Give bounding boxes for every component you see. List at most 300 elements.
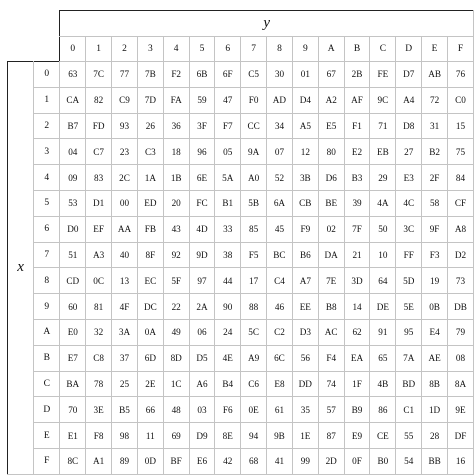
sbox-cell: 0A [137, 319, 163, 345]
table-row [8, 268, 474, 294]
sbox-cell: 73 [448, 268, 474, 294]
column-header: 1 [86, 37, 112, 62]
sbox-cell: E3 [396, 165, 422, 191]
sbox-cell: 94 [241, 423, 267, 449]
sbox-cell: 28 [422, 423, 448, 449]
sbox-cell: 5E [396, 294, 422, 320]
sbox-cell: 79 [448, 319, 474, 345]
sbox-cell: 83 [86, 165, 112, 191]
sbox-cell: 06 [189, 319, 215, 345]
sbox-cell: C5 [241, 62, 267, 88]
sbox-cell: 48 [163, 397, 189, 423]
sbox-cell: B4 [215, 371, 241, 397]
table-row [8, 87, 474, 113]
sbox-cell: 8D [163, 345, 189, 371]
sbox-cell: 76 [448, 62, 474, 88]
table-row [8, 242, 474, 268]
sbox-cell: 19 [422, 268, 448, 294]
sbox-cell: 42 [215, 448, 241, 474]
sbox-cell: D1 [86, 190, 112, 216]
sbox-cell: 57 [318, 397, 344, 423]
sbox-cell: 36 [163, 113, 189, 139]
x-axis-label: x [8, 62, 34, 475]
sbox-cell: C8 [86, 345, 112, 371]
sbox-cell: 2E [137, 371, 163, 397]
column-header: 4 [163, 37, 189, 62]
sbox-cell: 71 [370, 113, 396, 139]
sbox-cell: 47 [215, 87, 241, 113]
sbox-cell: 6A [267, 190, 293, 216]
sbox-cell: E1 [60, 423, 86, 449]
sbox-cell: C3 [137, 139, 163, 165]
sbox-cell: 12 [292, 139, 318, 165]
sbox-cell: 1A [137, 165, 163, 191]
sbox-cell: 38 [215, 242, 241, 268]
sbox-cell: B6 [292, 242, 318, 268]
sbox-cell: B2 [422, 139, 448, 165]
sbox-cell: 3C [396, 216, 422, 242]
sbox-cell: 7C [86, 62, 112, 88]
sbox-cell: EB [370, 139, 396, 165]
column-header: 9 [292, 37, 318, 62]
sbox-cell: 15 [448, 113, 474, 139]
sbox-cell: D7 [396, 62, 422, 88]
sbox-cell: D9 [189, 423, 215, 449]
sbox-cell: 4C [396, 190, 422, 216]
sbox-cell: F5 [241, 242, 267, 268]
sbox-cell: FD [86, 113, 112, 139]
sbox-cell: C1 [396, 397, 422, 423]
column-header: D [396, 37, 422, 62]
row-header: 8 [34, 268, 60, 294]
y-axis-row [8, 11, 474, 37]
sbox-cell: 7E [318, 268, 344, 294]
sbox-cell: DA [318, 242, 344, 268]
sbox-cell: 9C [370, 87, 396, 113]
sbox-cell: 0F [344, 448, 370, 474]
sbox-cell: AF [344, 87, 370, 113]
sbox-cell: BD [396, 371, 422, 397]
row-header: 0 [34, 62, 60, 88]
sbox-cell: 46 [267, 294, 293, 320]
sbox-cell: 60 [60, 294, 86, 320]
table-row [8, 371, 474, 397]
row-header: 2 [34, 113, 60, 139]
sbox-cell: 27 [396, 139, 422, 165]
sbox-cell: D5 [189, 345, 215, 371]
sbox-cell: 75 [448, 139, 474, 165]
sbox-cell: D6 [318, 165, 344, 191]
table-row [8, 294, 474, 320]
sbox-cell: 16 [448, 448, 474, 474]
sbox-cell: D3 [292, 319, 318, 345]
row-header: 4 [34, 165, 60, 191]
sbox-cell: DF [448, 423, 474, 449]
sbox-cell: 4F [112, 294, 138, 320]
sbox-cell: 63 [60, 62, 86, 88]
column-header: 2 [112, 37, 138, 62]
corner-blank [34, 37, 60, 62]
column-header: 6 [215, 37, 241, 62]
sbox-cell: 8B [422, 371, 448, 397]
sbox-cell: 4D [189, 216, 215, 242]
sbox-cell: A3 [86, 242, 112, 268]
sbox-cell: C6 [241, 371, 267, 397]
sbox-cell: 21 [344, 242, 370, 268]
sbox-cell: 58 [422, 190, 448, 216]
sbox-cell: 9D [189, 242, 215, 268]
sbox-cell: 3E [86, 397, 112, 423]
sbox-cell: 2D [318, 448, 344, 474]
sbox-cell: 5B [241, 190, 267, 216]
table-row [8, 423, 474, 449]
sbox-cell: FC [189, 190, 215, 216]
sbox-cell: 01 [292, 62, 318, 88]
sbox-cell: BA [60, 371, 86, 397]
column-header: 3 [137, 37, 163, 62]
sbox-cell: BC [267, 242, 293, 268]
sbox-cell: 3A [112, 319, 138, 345]
column-header: 8 [267, 37, 293, 62]
sbox-cell: 70 [60, 397, 86, 423]
sbox-cell: 8E [215, 423, 241, 449]
sbox-cell: 53 [60, 190, 86, 216]
row-header: B [34, 345, 60, 371]
sbox-cell: 99 [292, 448, 318, 474]
sbox-cell: 1E [292, 423, 318, 449]
sbox-cell: 3B [292, 165, 318, 191]
sbox-cell: A6 [189, 371, 215, 397]
sbox-cell: C0 [448, 87, 474, 113]
sbox-cell: E7 [60, 345, 86, 371]
sbox-cell: 91 [370, 319, 396, 345]
sbox-cell: 08 [448, 345, 474, 371]
table-row [8, 165, 474, 191]
table-row [8, 345, 474, 371]
sbox-cell: 4A [370, 190, 396, 216]
sbox-cell: 6C [267, 345, 293, 371]
sbox-cell: 2A [189, 294, 215, 320]
table-row [8, 319, 474, 345]
sbox-cell: A7 [292, 268, 318, 294]
sbox-cell: 62 [344, 319, 370, 345]
table-row [8, 397, 474, 423]
sbox-cell: 8F [137, 242, 163, 268]
sbox-cell: 5A [215, 165, 241, 191]
row-header: 9 [34, 294, 60, 320]
sbox-cell: 9B [267, 423, 293, 449]
sbox-cell: 02 [318, 216, 344, 242]
sbox-cell: A0 [241, 165, 267, 191]
sbox-cell: 7A [396, 345, 422, 371]
row-header: D [34, 397, 60, 423]
sbox-cell: B8 [318, 294, 344, 320]
sbox-cell: 45 [267, 216, 293, 242]
sbox-cell: 43 [163, 216, 189, 242]
table-body [8, 62, 474, 475]
sbox-cell: 41 [267, 448, 293, 474]
sbox-cell: 56 [292, 345, 318, 371]
sbox-cell: 59 [189, 87, 215, 113]
sbox-cell: 7F [344, 216, 370, 242]
sbox-cell: 4B [370, 371, 396, 397]
sbox-cell: 34 [267, 113, 293, 139]
sbox-cell: 86 [370, 397, 396, 423]
sbox-cell: 9F [422, 216, 448, 242]
sbox-cell: 10 [370, 242, 396, 268]
column-header: B [344, 37, 370, 62]
sbox-cell: 96 [189, 139, 215, 165]
sbox-cell: 6F [215, 62, 241, 88]
sbox-cell: F2 [163, 62, 189, 88]
sbox-cell: 37 [112, 345, 138, 371]
column-header: 0 [60, 37, 86, 62]
sbox-cell: 32 [86, 319, 112, 345]
sbox-cell: 9A [241, 139, 267, 165]
sbox-cell: CC [241, 113, 267, 139]
sbox-cell: 5C [241, 319, 267, 345]
sbox-cell: 40 [112, 242, 138, 268]
sbox-cell: B0 [370, 448, 396, 474]
sbox-cell: 80 [318, 139, 344, 165]
sbox-cell: BE [318, 190, 344, 216]
column-header: C [370, 37, 396, 62]
sbox-cell: 07 [267, 139, 293, 165]
row-header: 1 [34, 87, 60, 113]
sbox-cell: D2 [448, 242, 474, 268]
sbox-cell: CF [448, 190, 474, 216]
row-header: A [34, 319, 60, 345]
sbox-cell: 9E [448, 397, 474, 423]
sbox-cell: 90 [215, 294, 241, 320]
sbox-cell: 39 [344, 190, 370, 216]
sbox-cell: 25 [112, 371, 138, 397]
sbox-cell: 0B [422, 294, 448, 320]
sbox-cell: 52 [267, 165, 293, 191]
sbox-cell: A5 [292, 113, 318, 139]
sbox-cell: 54 [396, 448, 422, 474]
table-row [8, 113, 474, 139]
sbox-cell: AC [318, 319, 344, 345]
sbox-cell: AE [422, 345, 448, 371]
sbox-cell: CA [60, 87, 86, 113]
sbox-cell: D4 [292, 87, 318, 113]
sbox-cell: C9 [112, 87, 138, 113]
sbox-cell: E5 [318, 113, 344, 139]
sbox-cell: 97 [189, 268, 215, 294]
sbox-cell: 5D [396, 268, 422, 294]
sbox-cell: 77 [112, 62, 138, 88]
sbox-cell: AB [422, 62, 448, 88]
column-header: E [422, 37, 448, 62]
sbox-cell: 18 [163, 139, 189, 165]
sbox-cell: E8 [267, 371, 293, 397]
sbox-cell: 5F [163, 268, 189, 294]
sbox-cell: CD [60, 268, 86, 294]
sbox-cell: 26 [137, 113, 163, 139]
sbox-cell: 6B [189, 62, 215, 88]
sbox-cell: 2F [422, 165, 448, 191]
sbox-cell: FA [163, 87, 189, 113]
column-header: A [318, 37, 344, 62]
sbox-cell: E6 [189, 448, 215, 474]
sbox-cell: B1 [215, 190, 241, 216]
sbox-cell: 4E [215, 345, 241, 371]
sbox-cell: EA [344, 345, 370, 371]
sbox-cell: F9 [292, 216, 318, 242]
sbox-cell: CE [370, 423, 396, 449]
sbox-cell: 89 [112, 448, 138, 474]
sbox-cell: 6D [137, 345, 163, 371]
sbox-cell: E9 [344, 423, 370, 449]
sbox-cell: 1F [344, 371, 370, 397]
corner-blank [8, 37, 34, 62]
sbox-cell: 61 [267, 397, 293, 423]
sbox-cell: AD [267, 87, 293, 113]
sbox-cell: 98 [112, 423, 138, 449]
sbox-cell: B7 [60, 113, 86, 139]
sbox-cell: DD [292, 371, 318, 397]
sbox-cell: 55 [396, 423, 422, 449]
sbox-cell: 24 [215, 319, 241, 345]
sbox-cell: 95 [396, 319, 422, 345]
sbox-cell: 09 [60, 165, 86, 191]
row-header: 7 [34, 242, 60, 268]
column-header: 5 [189, 37, 215, 62]
sbox-cell: 22 [163, 294, 189, 320]
sbox-cell: FF [396, 242, 422, 268]
sbox-cell: E0 [60, 319, 86, 345]
corner-blank [34, 11, 60, 37]
sbox-cell: 74 [318, 371, 344, 397]
sbox-cell: 0C [86, 268, 112, 294]
sbox-cell: 67 [318, 62, 344, 88]
sbox-cell: 17 [241, 268, 267, 294]
sbox-cell: 1D [422, 397, 448, 423]
sbox-cell: 3F [189, 113, 215, 139]
sbox-cell: 88 [241, 294, 267, 320]
sbox-cell: F0 [241, 87, 267, 113]
sbox-cell: DC [137, 294, 163, 320]
sbox-cell: 93 [112, 113, 138, 139]
column-header: 7 [241, 37, 267, 62]
sbox-cell: 05 [215, 139, 241, 165]
column-header: F [448, 37, 474, 62]
sbox-cell: 51 [60, 242, 86, 268]
sbox-cell: BF [163, 448, 189, 474]
sbox-cell: 14 [344, 294, 370, 320]
sbox-cell: A2 [318, 87, 344, 113]
sbox-cell: 82 [86, 87, 112, 113]
sbox-cell: 1C [163, 371, 189, 397]
sbox-cell: 03 [189, 397, 215, 423]
sbox-cell: F7 [215, 113, 241, 139]
table-row [8, 190, 474, 216]
sbox-cell: D0 [60, 216, 86, 242]
sbox-cell: E4 [422, 319, 448, 345]
sbox-cell: 35 [292, 397, 318, 423]
sbox-cell: F4 [318, 345, 344, 371]
sbox-cell: 78 [86, 371, 112, 397]
sbox-cell: 85 [241, 216, 267, 242]
sbox-cell: A8 [448, 216, 474, 242]
sbox-cell: 66 [137, 397, 163, 423]
sbox-cell: 13 [112, 268, 138, 294]
sbox-cell: 81 [86, 294, 112, 320]
sbox-cell: 30 [267, 62, 293, 88]
sbox-cell: 87 [318, 423, 344, 449]
sbox-cell: 8A [448, 371, 474, 397]
sbox-cell: 68 [241, 448, 267, 474]
sbox-cell: C7 [86, 139, 112, 165]
sbox-cell: F6 [215, 397, 241, 423]
sbox-cell: A1 [86, 448, 112, 474]
sbox-cell: 29 [370, 165, 396, 191]
sbox-cell: CB [292, 190, 318, 216]
sbox-cell: 92 [163, 242, 189, 268]
sbox-cell: F8 [86, 423, 112, 449]
table-row [8, 139, 474, 165]
sbox-cell: 8C [60, 448, 86, 474]
sbox-cell: 1B [163, 165, 189, 191]
sbox-cell: 3D [344, 268, 370, 294]
sbox-cell: 31 [422, 113, 448, 139]
sbox-cell: E2 [344, 139, 370, 165]
table-row [8, 62, 474, 88]
sbox-cell: 11 [137, 423, 163, 449]
sbox-cell: A9 [241, 345, 267, 371]
sbox-cell: DB [448, 294, 474, 320]
sbox-cell: B5 [112, 397, 138, 423]
y-axis-label: y [60, 11, 474, 37]
sbox-cell: 84 [448, 165, 474, 191]
sbox-cell: 44 [215, 268, 241, 294]
sbox-cell: 65 [370, 345, 396, 371]
sbox-cell: 04 [60, 139, 86, 165]
sbox-cell: B3 [344, 165, 370, 191]
sbox-cell: B9 [344, 397, 370, 423]
row-header: 5 [34, 190, 60, 216]
sbox-cell: 50 [370, 216, 396, 242]
column-header-row [8, 37, 474, 62]
sbox-cell: 64 [370, 268, 396, 294]
sbox-cell: EE [292, 294, 318, 320]
sbox-cell: 6E [189, 165, 215, 191]
sbox-cell: EF [86, 216, 112, 242]
sbox-cell: 0E [241, 397, 267, 423]
sbox-cell: 69 [163, 423, 189, 449]
sbox-cell: F1 [344, 113, 370, 139]
corner-blank [8, 11, 34, 37]
sbox-cell: ED [137, 190, 163, 216]
sbox-cell: EC [137, 268, 163, 294]
sbox-cell: FB [137, 216, 163, 242]
sbox-cell: D8 [396, 113, 422, 139]
table-row [8, 448, 474, 474]
row-header: 6 [34, 216, 60, 242]
row-header: F [34, 448, 60, 474]
sbox-cell: 7B [137, 62, 163, 88]
sbox-cell: DE [370, 294, 396, 320]
sbox-cell: 72 [422, 87, 448, 113]
sbox-cell: 0D [137, 448, 163, 474]
row-header: E [34, 423, 60, 449]
row-header: C [34, 371, 60, 397]
sbox-cell: C2 [267, 319, 293, 345]
sbox-cell: AA [112, 216, 138, 242]
sbox-cell: 20 [163, 190, 189, 216]
table-row [8, 216, 474, 242]
